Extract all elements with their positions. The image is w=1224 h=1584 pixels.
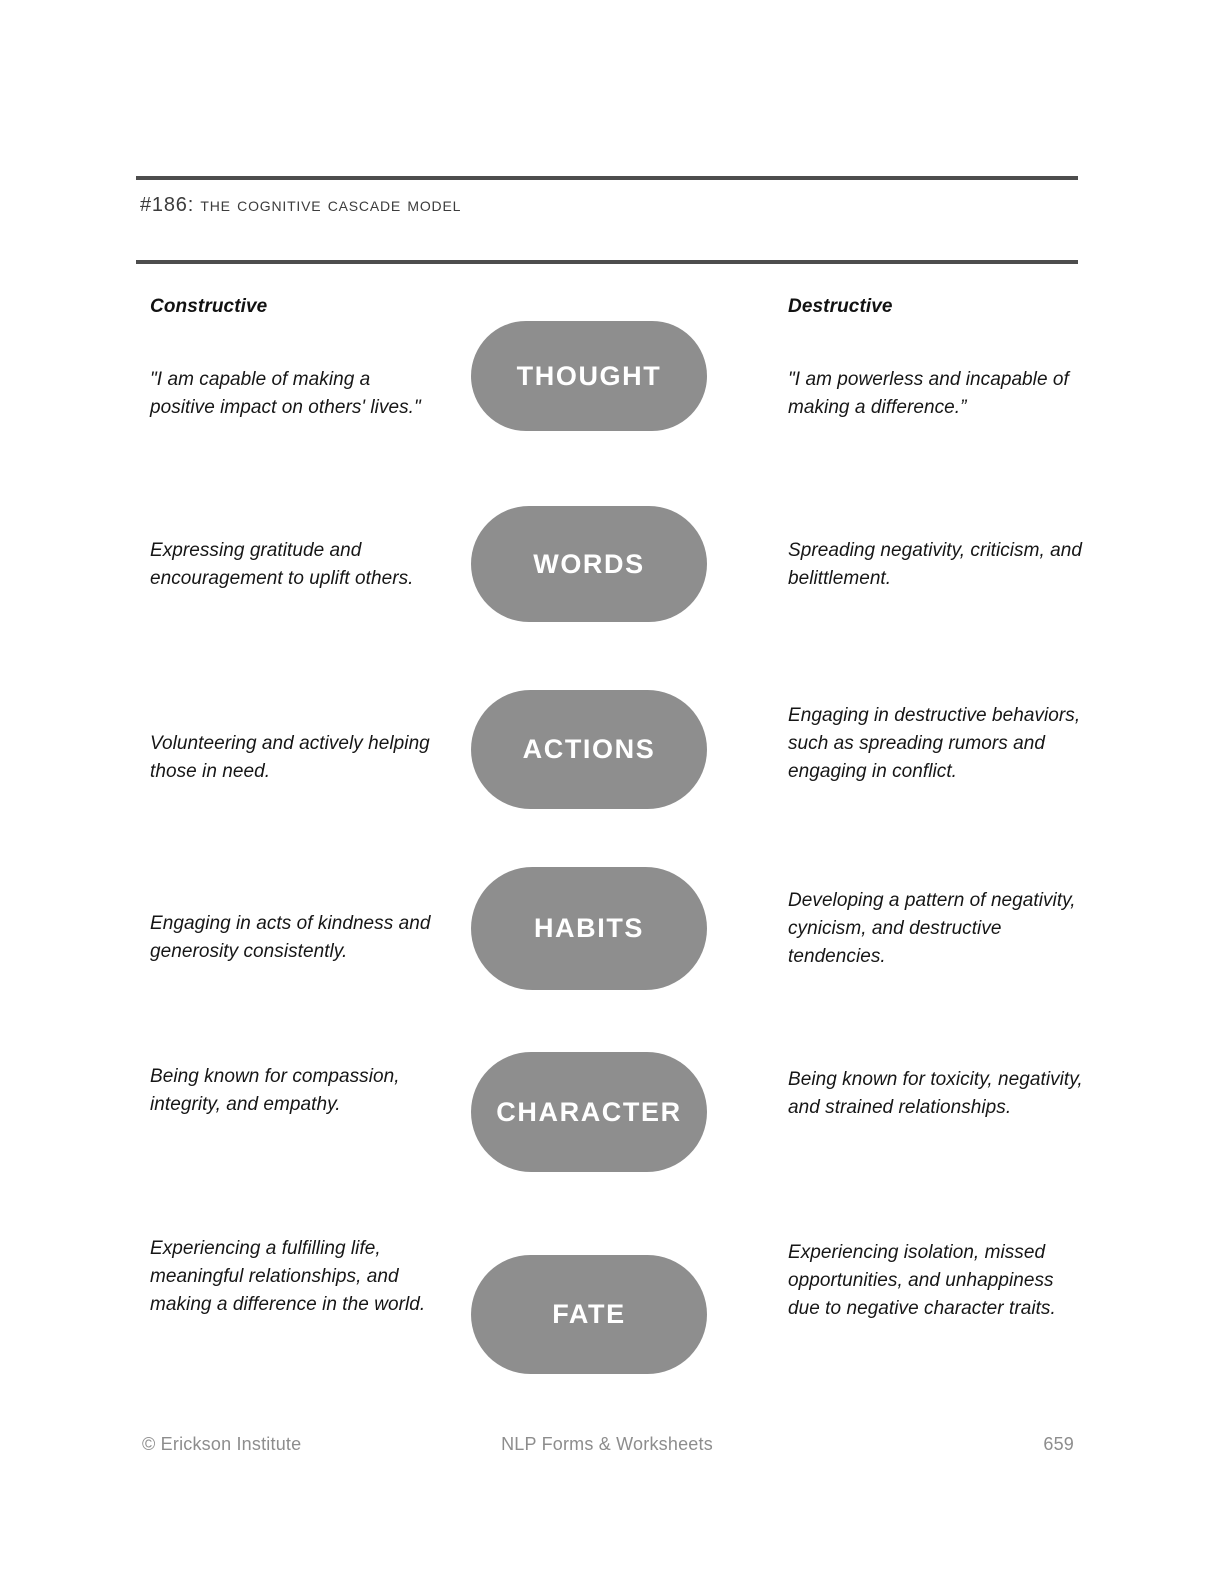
- cascade-node-actions[interactable]: [471, 690, 707, 809]
- constructive-text: Volunteering and actively helping those in need.: [150, 733, 430, 782]
- constructive-text: Experiencing a fulfilling life, meaningful relationships, and making a difference in the world.: [150, 1238, 426, 1315]
- constructive-text: Expressing gratitude and encouragement to uplift others.: [150, 540, 414, 589]
- cascade-node-words[interactable]: [471, 506, 707, 622]
- destructive-text: Engaging in destructive behaviors, such as spreading rumors and engaging in conflict.: [788, 705, 1081, 782]
- destructive-text: Experiencing isolation, missed opportunities, and unhappiness due to negative character traits.: [788, 1242, 1056, 1319]
- cascade-node-habits[interactable]: [471, 867, 707, 990]
- destructive-text: Being known for toxicity, negativity, and strained relationships.: [788, 1069, 1083, 1118]
- cascade-node-label: WORDS: [533, 548, 645, 579]
- destructive-text: Developing a pattern of negativity, cynicism, and destructive tendencies.: [788, 890, 1076, 967]
- header-rule-bottom: [136, 260, 1078, 264]
- cascade-node-label: HABITS: [533, 913, 645, 943]
- cascade-node-fate[interactable]: [471, 1255, 707, 1374]
- column-heading-destructive: Destructive: [788, 296, 893, 317]
- constructive-text: Being known for compassion, integrity, and empathy.: [150, 1066, 400, 1115]
- page-title: #186: the cognitive cascade model: [140, 194, 462, 216]
- constructive-text: "I am capable of making a positive impact on others' lives.": [150, 369, 421, 418]
- cascade-row: [136, 1227, 1078, 1387]
- cascade-node-label: FATE: [552, 1299, 626, 1329]
- cascade-row: [136, 678, 1081, 865]
- cascade-node-label: THOUGHT: [516, 360, 662, 391]
- cascade-node-label: CHARACTER: [496, 1096, 682, 1127]
- cascade-node-thought[interactable]: [471, 321, 707, 431]
- footer-page-number: 659: [1043, 1434, 1074, 1454]
- column-heading-constructive: Constructive: [150, 296, 268, 317]
- footer-series-name: NLP Forms & Worksheets: [501, 1434, 713, 1454]
- cascade-node-label: ACTIONS: [522, 734, 656, 764]
- destructive-text: "I am powerless and incapable of making a difference.”: [788, 369, 1069, 418]
- cognitive-cascade-diagram: [136, 290, 1083, 1387]
- constructive-text: Engaging in acts of kindness and generosity consistently.: [150, 913, 431, 962]
- column-headings: [136, 290, 1078, 318]
- cascade-row: [136, 318, 1078, 491]
- cascade-node-character[interactable]: [471, 1052, 707, 1172]
- page-footer: [136, 1434, 1078, 1460]
- cascade-row: [136, 865, 1078, 1050]
- destructive-text: Spreading negativity, criticism, and belittlement.: [788, 540, 1082, 589]
- page-header: [136, 176, 1078, 264]
- footer-copyright: © Erickson Institute: [142, 1434, 302, 1454]
- cascade-row: [136, 1050, 1083, 1227]
- cascade-row: [136, 491, 1082, 678]
